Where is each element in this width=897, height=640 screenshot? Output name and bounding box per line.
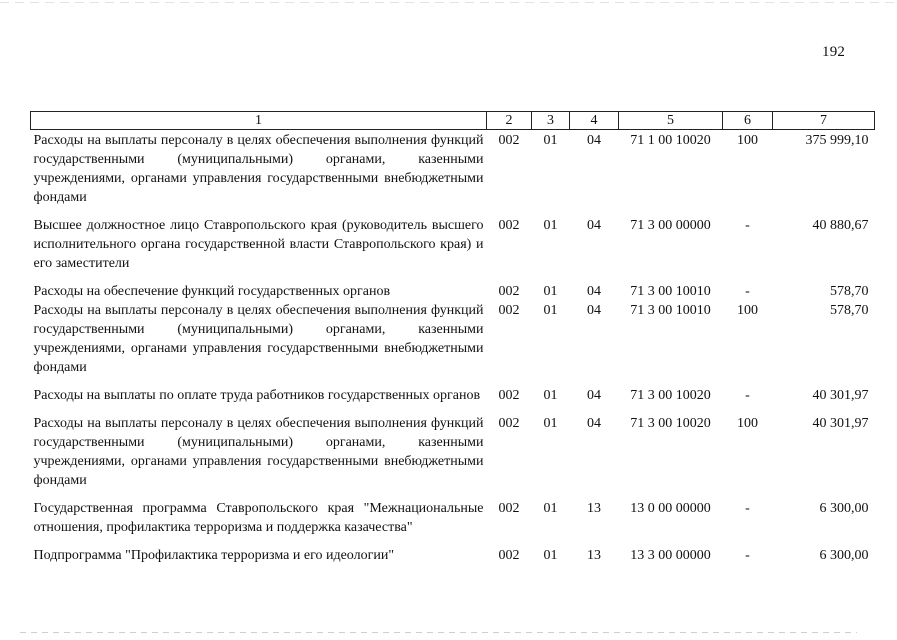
cell-code-6: - [745,284,750,299]
cell-code-3: 01 [543,133,558,148]
cell-code-6: - [745,501,750,516]
cell-code-2: 002 [498,388,520,403]
cell-code-4: 13 [587,548,601,563]
cell-code-2: 002 [498,548,520,563]
cell-code-3: 01 [543,416,558,431]
cell-code-5: 71 3 00 10010 [630,284,711,299]
cell-code-3: 01 [543,388,558,403]
budget-table [30,111,875,565]
cell-code-3: 01 [543,548,558,563]
cell-code-6: 100 [737,303,758,318]
table-row [31,546,875,565]
row-name: Расходы на выплаты персоналу в целях обеспечения выполнения функций государственными (муниципальными) органами, казенными учреждениями, органами управления государственными внебюджетными фондами [33,133,484,205]
row-name: Государственная программа Ставропольского края "Межнациональные отношения, профилактика терроризма и поддержка казачества" [33,501,484,535]
cell-code-5: 71 3 00 00000 [630,218,711,233]
cell-amount: 6 300,00 [819,501,869,516]
cell-amount: 375 999,10 [805,133,869,148]
cell-code-5: 13 3 00 00000 [630,548,711,563]
row-name: Высшее должностное лицо Ставропольского края (руководитель высшего исполнительного органа государственной власти Ставропольского края) и его заместители [33,218,484,271]
column-header-3: 3 [532,112,570,130]
table-row [31,216,875,282]
row-name: Расходы на выплаты персоналу в целях обеспечения выполнения функций государственными (муниципальными) органами, казенными учреждениями, органами управления государственными внебюджетными фондами [33,303,484,375]
cell-code-5: 71 3 00 10010 [630,303,711,318]
table-row [31,130,875,217]
cell-code-2: 002 [498,416,520,431]
column-header-6: 6 [723,112,773,130]
cell-code-2: 002 [498,303,520,318]
cell-code-4: 13 [587,501,601,516]
cell-code-5: 71 1 00 10020 [630,133,711,148]
cell-code-3: 01 [543,501,558,516]
scan-artifact-bottom [20,632,857,633]
row-name: Расходы на обеспечение функций государственных органов [33,284,391,299]
row-name: Расходы на выплаты по оплате труда работников государственных органов [33,388,481,403]
table-row [31,386,875,414]
row-name: Подпрограмма "Профилактика терроризма и его идеологии" [33,548,395,563]
column-header-1: 1 [31,112,487,130]
cell-code-4: 04 [587,218,601,233]
cell-code-6: - [745,388,750,403]
cell-code-2: 002 [498,133,520,148]
column-header-2: 2 [487,112,532,130]
cell-code-4: 04 [587,284,601,299]
cell-code-3: 01 [543,303,558,318]
cell-amount: 6 300,00 [819,548,869,563]
cell-code-5: 71 3 00 10020 [630,416,711,431]
cell-amount: 40 880,67 [812,218,869,233]
cell-code-3: 01 [543,284,558,299]
cell-code-3: 01 [543,218,558,233]
page-number: 192 [822,44,846,60]
cell-code-4: 04 [587,388,601,403]
cell-code-6: 100 [737,416,758,431]
cell-code-6: - [745,548,750,563]
cell-code-4: 04 [587,416,601,431]
cell-code-5: 71 3 00 10020 [630,388,711,403]
scan-artifact-top [0,2,897,3]
cell-code-2: 002 [498,284,520,299]
cell-code-2: 002 [498,501,520,516]
cell-code-6: 100 [737,133,758,148]
table-row [31,499,875,546]
cell-code-6: - [745,218,750,233]
cell-code-2: 002 [498,218,520,233]
table-row [31,414,875,499]
table-row [31,282,875,301]
row-name: Расходы на выплаты персоналу в целях обеспечения выполнения функций государственными (муниципальными) органами, казенными учреждениями, органами управления государственными внебюджетными фондами [33,416,484,488]
column-header-7: 7 [773,112,875,130]
column-header-5: 5 [619,112,723,130]
cell-amount: 578,70 [830,303,869,318]
cell-amount: 40 301,97 [812,416,869,431]
table-row [31,301,875,386]
cell-amount: 578,70 [830,284,869,299]
column-header-4: 4 [570,112,619,130]
cell-code-5: 13 0 00 00000 [630,501,711,516]
table-header-row [31,112,875,130]
cell-amount: 40 301,97 [812,388,869,403]
cell-code-4: 04 [587,133,601,148]
cell-code-4: 04 [587,303,601,318]
